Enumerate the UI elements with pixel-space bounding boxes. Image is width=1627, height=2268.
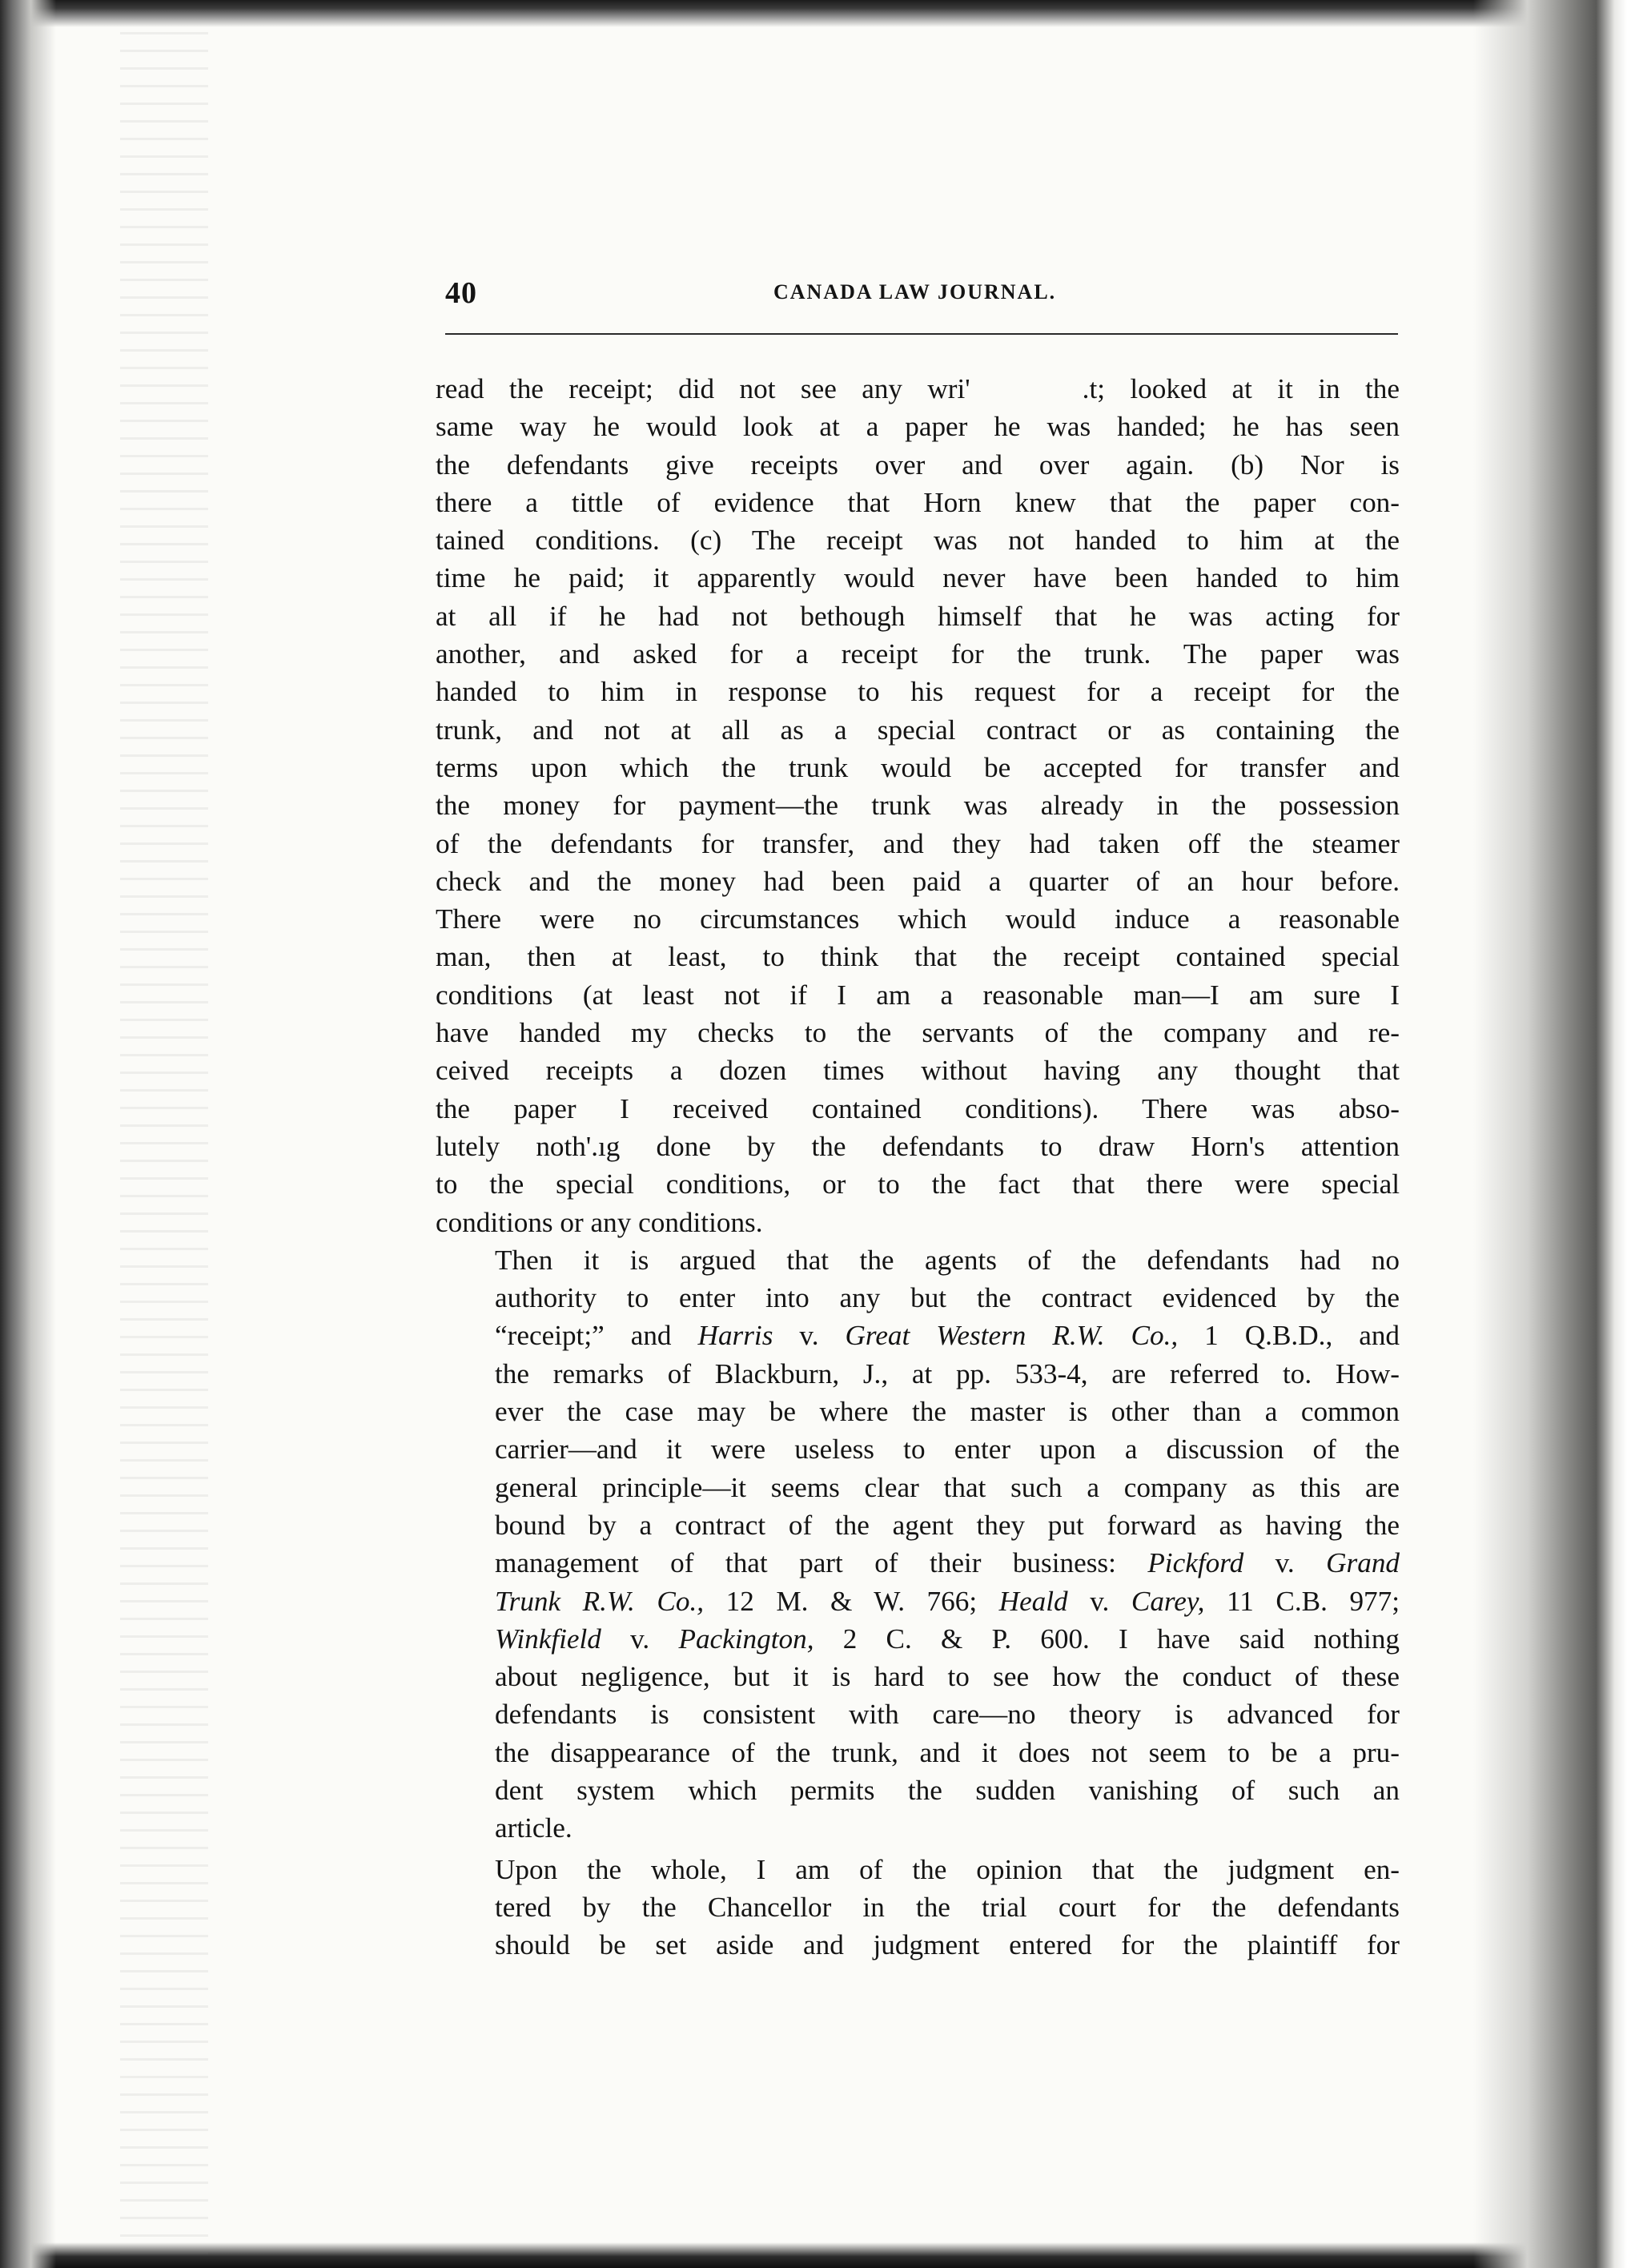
scan-edge-right [1473, 0, 1627, 2268]
case-name: Packington, [678, 1623, 814, 1655]
text-line: the paper I received contained conditions). There was abso- [436, 1092, 1400, 1124]
text-line: article. [495, 1812, 572, 1844]
body-text [436, 370, 1400, 1964]
text-line: check and the money had been paid a quarter of an hour before. [436, 865, 1400, 897]
text-line: Winkfield v. Packington, 2 C. & P. 600. I have said nothing [495, 1623, 1400, 1655]
text-line: carrier—and it were useless to enter upon a discussion of the [495, 1434, 1400, 1466]
text-line: have handed my checks to the servants of the company and re- [436, 1017, 1400, 1049]
text-line: tained conditions. (c) The receipt was not handed to him at the [436, 525, 1400, 557]
scan-edge-bottom [0, 2242, 1627, 2268]
text-line: Upon the whole, I am of the opinion that the judgment en- [495, 1853, 1400, 1885]
text-line: the money for payment—the trunk was already in the possession [436, 790, 1400, 822]
case-name: Harris [697, 1320, 773, 1352]
text-line: dent system which permits the sudden vanishing of such an [495, 1774, 1400, 1806]
paragraph-1 [436, 370, 1400, 1241]
paragraph-2 [436, 1241, 1400, 1848]
text-line: another, and asked for a receipt for the trunk. The paper was [436, 638, 1400, 670]
text-line: conditions or any conditions. [436, 1206, 763, 1238]
text-line: trunk, and not at all as a special contract or as containing the [436, 714, 1400, 746]
scan-edge-left [0, 0, 56, 2268]
header-rule [445, 333, 1398, 335]
text-line: to the special conditions, or to the fact that there were special [436, 1168, 1400, 1200]
scan-gutter-noise [120, 32, 208, 2266]
text-line: the remarks of Blackburn, J., at pp. 533-4, are referred to. How- [495, 1357, 1400, 1389]
text-line: lutely noth'.ıg done by the defendants to draw Horn's attention [436, 1130, 1400, 1162]
text-line: of the defendants for transfer, and they had taken off the steamer [436, 827, 1400, 859]
text-line: Then it is argued that the agents of the defendants had no [495, 1244, 1400, 1276]
text-line: authority to enter into any but the contract evidenced by the [495, 1282, 1400, 1314]
text-line: defendants is consistent with care—no theory is advanced for [495, 1699, 1400, 1731]
running-head [445, 275, 1398, 324]
text-line: same way he would look at a paper he was handed; he has seen [436, 411, 1400, 443]
text-line: at all if he had not bethough himself that he was acting for [436, 600, 1400, 632]
text-line: handed to him in response to his request for a receipt for the [436, 676, 1400, 708]
text-line: bound by a contract of the agent they put forward as having the [495, 1509, 1400, 1541]
text-line: about negligence, but it is hard to see how the conduct of these [495, 1661, 1400, 1693]
text-line: general principle—it seems clear that such a company as this are [495, 1471, 1400, 1503]
text-line: the disappearance of the trunk, and it does not seem to be a pru- [495, 1736, 1400, 1768]
text-line: ceived receipts a dozen times without having any thought that [436, 1055, 1400, 1087]
case-name: Grand [1326, 1547, 1400, 1579]
text-line: read the receipt; did not see any wri' .t; looked at it in the [436, 373, 1400, 404]
case-name: Great Western R.W. Co., [845, 1320, 1179, 1352]
text-line: man, then at least, to think that the receipt contained special [436, 941, 1400, 973]
text-line: should be set aside and judgment entered for the plaintiff for [495, 1929, 1400, 1961]
case-name: Heald [998, 1585, 1068, 1617]
scan-edge-top [0, 0, 1627, 27]
page-number: 40 [445, 276, 477, 310]
text-line: There were no circumstances which would induce a reasonable [436, 903, 1400, 935]
text-line: “receipt;” and Harris v. Great Western R.W. Co., 1 Q.B.D., and [495, 1320, 1400, 1352]
text-line: management of that part of their business: Pickford v. Grand [495, 1547, 1400, 1579]
journal-title: CANADA LAW JOURNAL. [773, 280, 1057, 304]
text-line: Trunk R.W. Co., 12 M. & W. 766; Heald v. Carey, 11 C.B. 977; [495, 1585, 1400, 1617]
paragraph-3 [436, 1851, 1400, 1964]
text-line: conditions (at least not if I am a reasonable man—I am sure I [436, 979, 1400, 1011]
case-name: Trunk R.W. Co., [495, 1585, 705, 1617]
text-line: there a tittle of evidence that Horn knew that the paper con- [436, 486, 1400, 518]
text-line: the defendants give receipts over and over again. (b) Nor is [436, 448, 1400, 481]
text-line: ever the case may be where the master is other than a common [495, 1396, 1400, 1428]
case-name: Carey, [1131, 1585, 1205, 1617]
text-line: time he paid; it apparently would never have been handed to him [436, 562, 1400, 594]
case-name: Pickford [1147, 1547, 1244, 1579]
case-name: Winkfield [495, 1623, 601, 1655]
text-line: terms upon which the trunk would be accepted for transfer and [436, 751, 1400, 783]
text-line: tered by the Chancellor in the trial court for the defendants [495, 1891, 1400, 1923]
